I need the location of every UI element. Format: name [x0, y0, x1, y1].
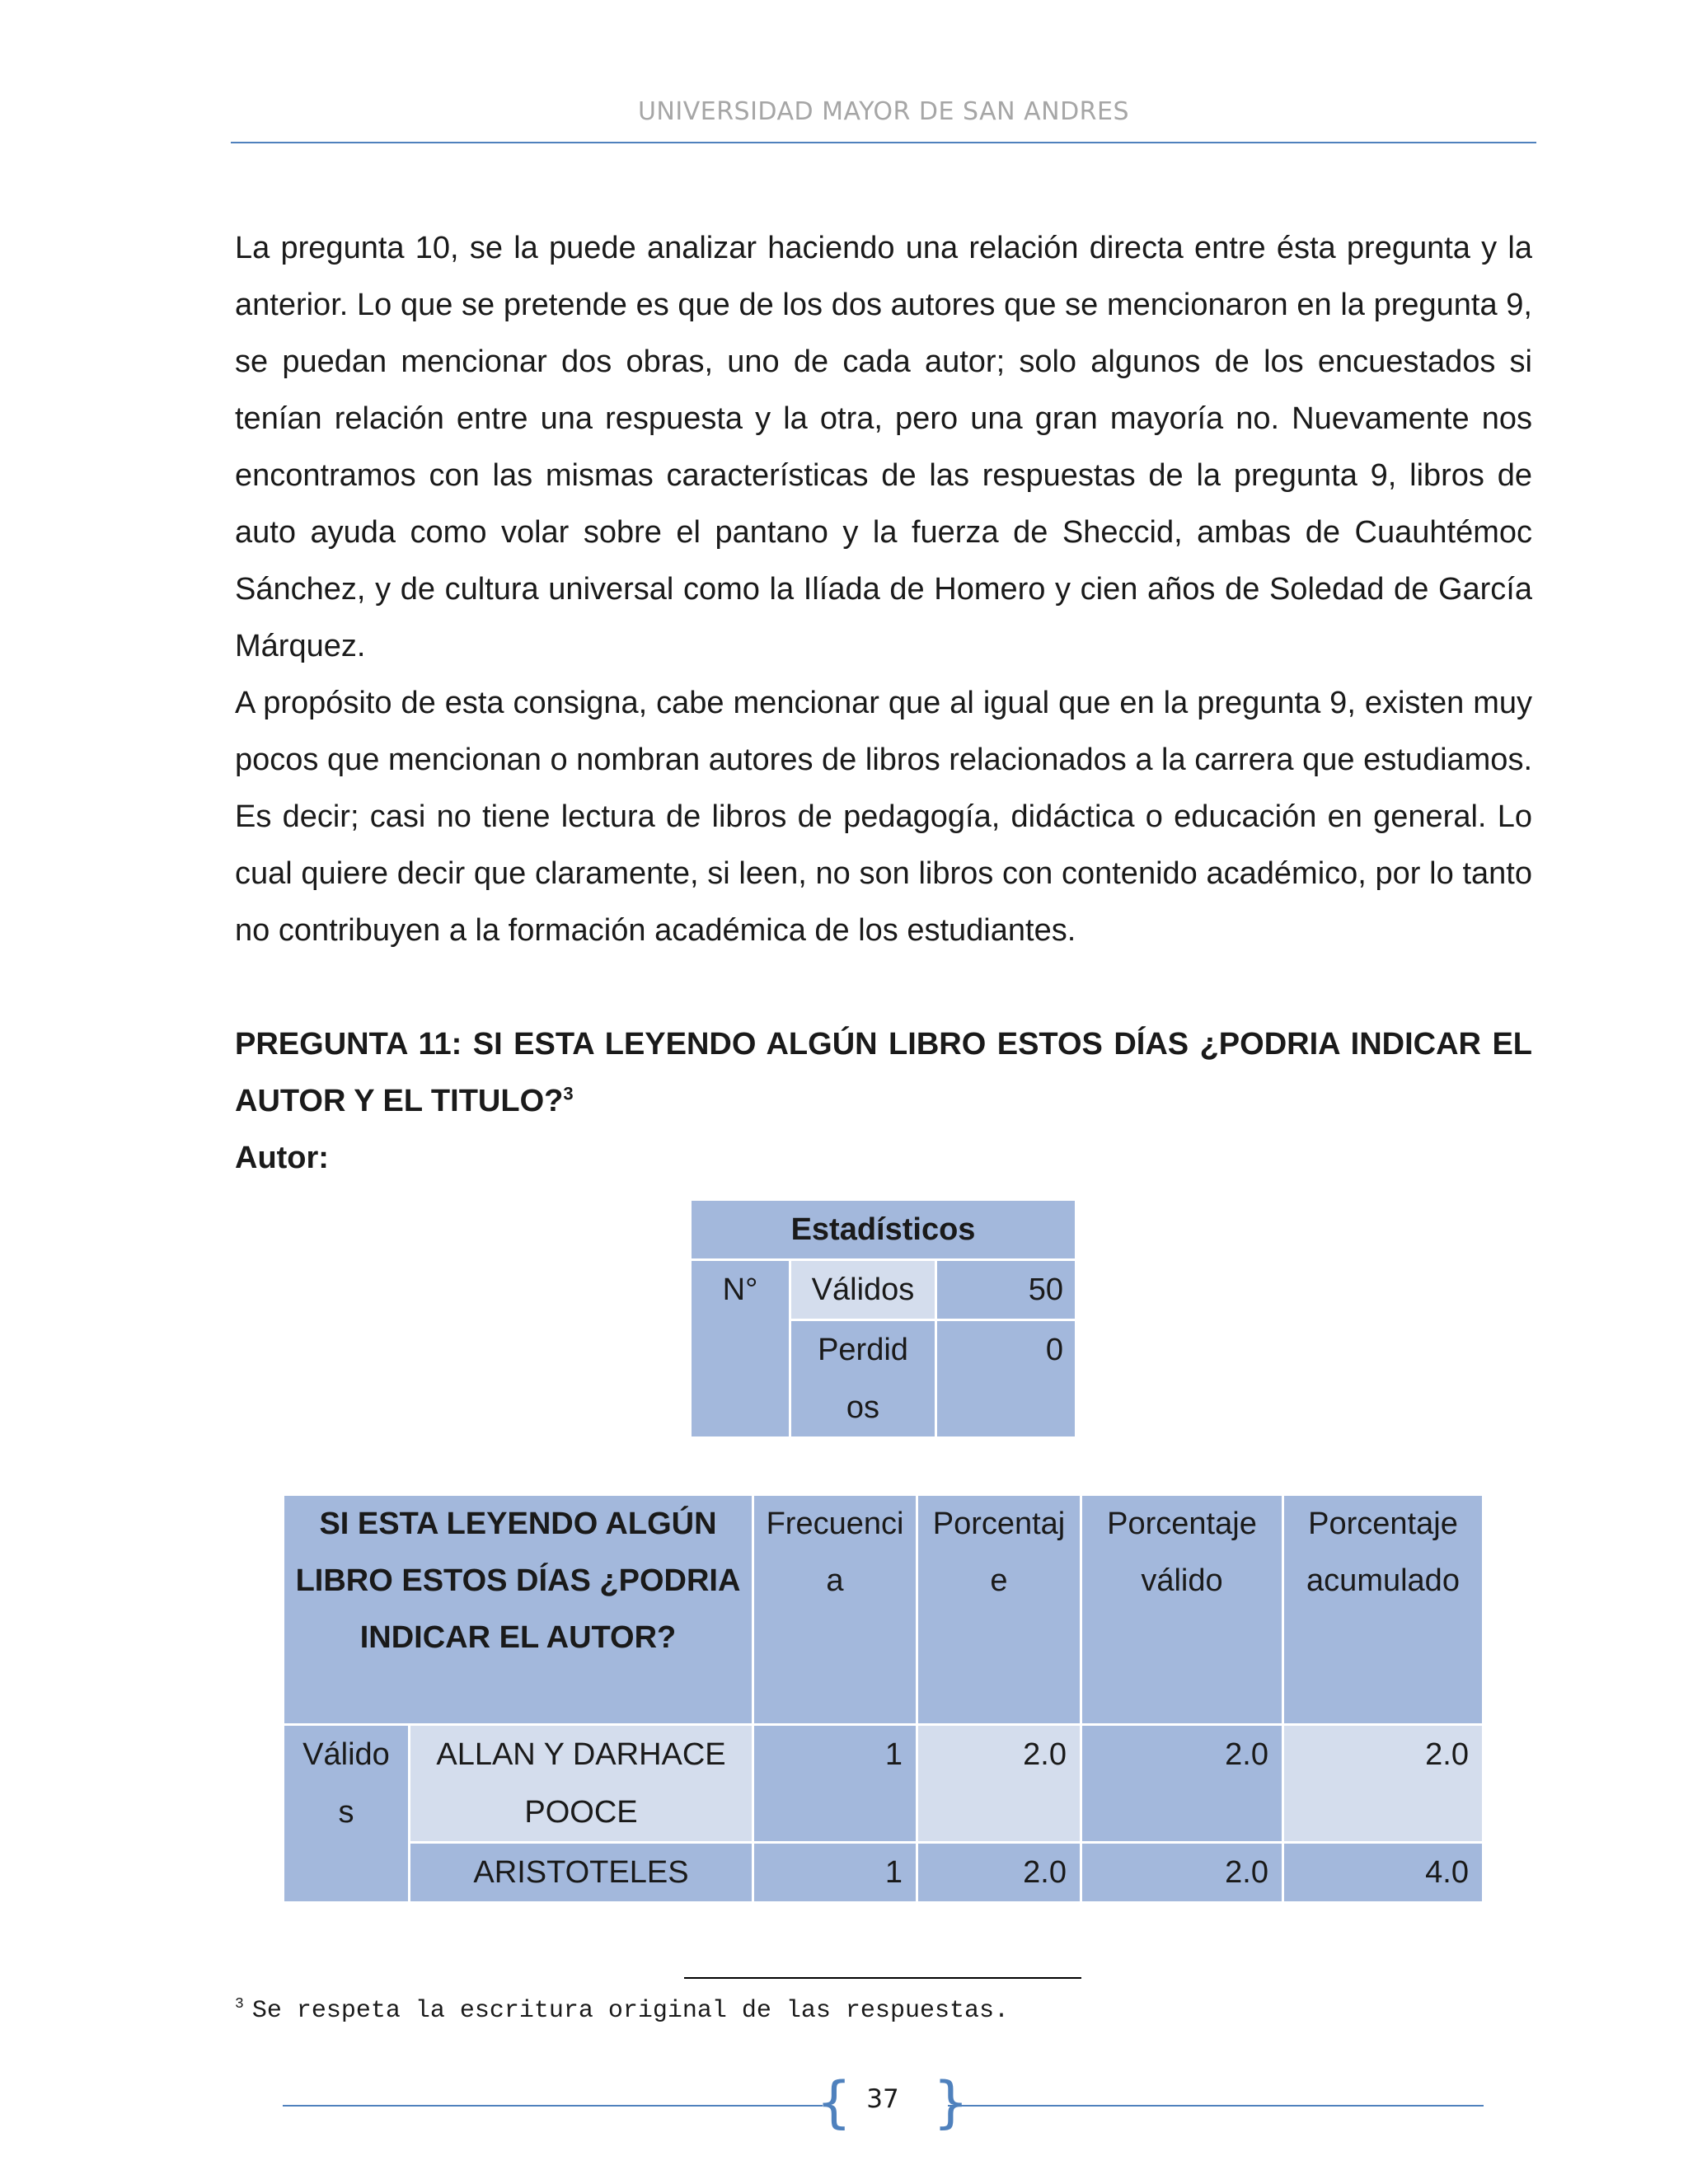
row-2-porcentaje-acumulado: 4.0 — [1283, 1843, 1484, 1903]
footer-rule-left — [283, 2105, 823, 2107]
row-author-1-text: ALLAN Y DARHACE POOCE — [436, 1737, 726, 1830]
running-header: UNIVERSIDAD MAYOR DE SAN ANDRES — [637, 97, 1130, 126]
col-header-porcentaje-acumulado: Porcentaje acumulado — [1283, 1495, 1484, 1725]
col-header-porcentaje-valido: Porcentaje válido — [1081, 1495, 1283, 1725]
group-label-validos-text: Válidos — [302, 1737, 390, 1830]
paragraph-2: A propósito de esta consigna, cabe mencionar que al igual que en la pregunta 9, existen muy pocos que mencionan o nombran autores de libros relacionados a la carrera que estudiamos. Es decir; casi no tiene lectura de libros de pedagogía, didáctica o educación en general. Lo cual quiere decir que claramente, si leen, no son libros con contenido académico, por lo tanto no contribuyen a la formación académica de los estudiantes. — [235, 686, 1532, 948]
header-rule — [231, 142, 1536, 143]
row-1-porcentaje-acumulado: 2.0 — [1283, 1725, 1484, 1843]
row-author-2: ARISTOTELES — [410, 1843, 753, 1903]
stats-value-validos: 50 — [936, 1260, 1076, 1320]
footnote-reference[interactable]: 3 — [563, 1083, 574, 1104]
row-1-porcentaje: 2.0 — [917, 1725, 1081, 1843]
footnote-marker: 3 — [235, 1996, 244, 2013]
stats-label-perdidos — [790, 1320, 936, 1438]
col-header-frecuencia-text: Frecuencia — [766, 1507, 904, 1598]
row-1-porcentaje-valido: 2.0 — [1081, 1725, 1283, 1843]
col-header-porcentaje — [917, 1495, 1081, 1725]
statistics-title: Estadísticos — [691, 1200, 1076, 1260]
col-header-frecuencia — [753, 1495, 917, 1725]
footer-bracket-right: } — [933, 2070, 969, 2135]
frequency-table — [282, 1493, 1484, 1904]
col-header-question: SI ESTA LEYENDO ALGÚN LIBRO ESTOS DÍAS ¿PODRIA INDICAR EL AUTOR? — [284, 1495, 753, 1725]
row-2-frecuencia: 1 — [753, 1843, 917, 1903]
body-text — [235, 220, 1532, 959]
group-label-validos — [284, 1725, 410, 1903]
col-header-porcentaje-text: Porcentaje — [932, 1507, 1066, 1598]
footer-rule-right — [948, 2105, 1484, 2107]
row-label-n: N° — [691, 1260, 790, 1438]
paragraph-1: La pregunta 10, se la puede analizar haciendo una relación directa entre ésta pregunta y la anterior. Lo que se pretende es que de los dos autores que se mencionaron en la pregunta 9, se puedan mencionar dos obras, uno de cada autor; solo algunos de los encuestados si tenían relación entre una respuesta y la otra, pero una gran mayoría no. Nuevamente nos encontramos con las mismas características de las respuestas de la pregunta 9, libros de auto ayuda como volar sobre el pantano y la fuerza de Sheccid, ambas de Cuauhtémoc Sánchez, y de cultura universal como la Ilíada de Homero y cien años de Soledad de García Márquez. — [235, 231, 1532, 663]
stats-label-perdidos-text: Perdidos — [818, 1333, 908, 1425]
question-heading-text: PREGUNTA 11: SI ESTA LEYENDO ALGÚN LIBRO ESTOS DÍAS ¿PODRIA INDICAR EL AUTOR Y EL TITULO? — [235, 1027, 1532, 1118]
footnote-text: Se respeta la escritura original de las respuestas. — [251, 1997, 1009, 2025]
stats-label-validos: Válidos — [790, 1260, 936, 1320]
question-heading — [235, 1016, 1532, 1130]
row-1-frecuencia: 1 — [753, 1725, 917, 1843]
row-2-porcentaje-valido: 2.0 — [1081, 1843, 1283, 1903]
stats-value-perdidos: 0 — [936, 1320, 1076, 1438]
statistics-table — [689, 1198, 1077, 1439]
subheading-autor: Autor: — [235, 1141, 329, 1175]
row-author-1 — [410, 1725, 753, 1843]
footnote-separator — [684, 1977, 1081, 1979]
page-number: 37 — [866, 2084, 899, 2114]
footnote — [235, 1996, 1009, 2025]
footer-bracket-left: { — [816, 2070, 852, 2135]
row-2-porcentaje: 2.0 — [917, 1843, 1081, 1903]
